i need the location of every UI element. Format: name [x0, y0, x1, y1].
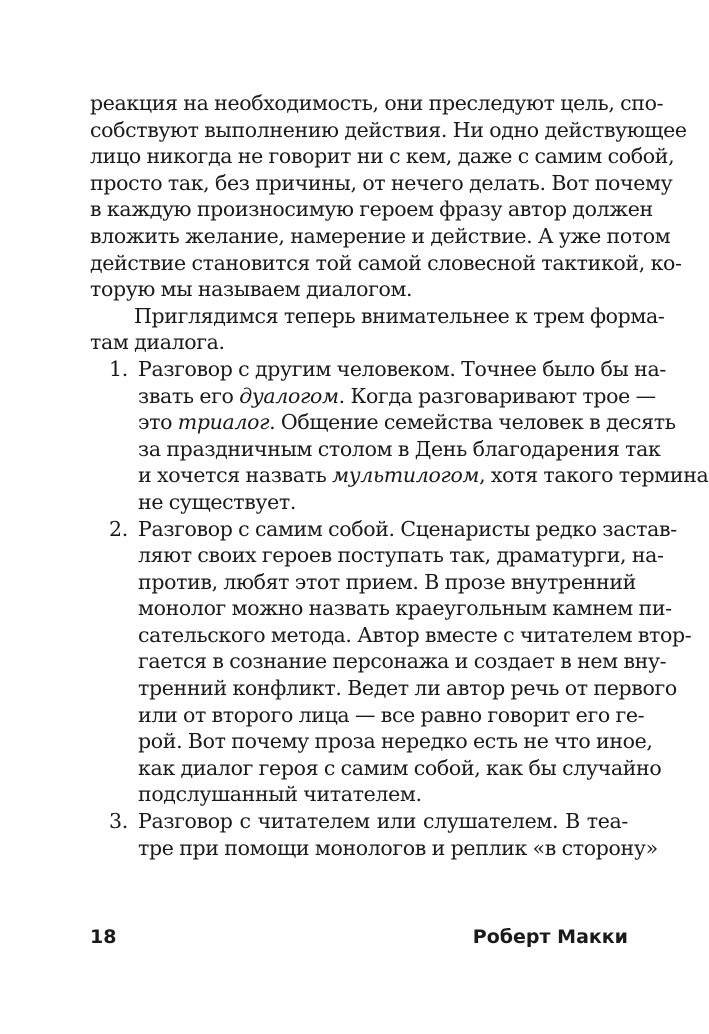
text-line: в каждую произносимую героем фразу автор должен — [90, 197, 653, 222]
text-line: ляют своих героев поступать так, драматурги, на- — [138, 543, 664, 568]
page-footer — [90, 926, 628, 952]
text-span: , хотя такого термина — [479, 463, 709, 488]
text-line — [90, 516, 677, 543]
text-span: и хочется назвать — [138, 463, 333, 488]
text-line — [90, 383, 656, 410]
text-line — [90, 462, 709, 489]
text-line: вложить желание, намерение и действие. А уже потом — [90, 223, 671, 248]
list-item-2 — [90, 516, 692, 809]
italic-term: триалог — [177, 410, 270, 435]
text-span: . Когда разговаривают трое — — [338, 383, 656, 408]
italic-term: дуалогом — [239, 383, 339, 408]
list-item-3 — [90, 808, 658, 861]
text-line: лицо никогда не говорит ни с кем, даже с самим собой, — [90, 144, 675, 169]
text-line: или от второго лица — все равно говорит его ге- — [138, 702, 645, 727]
text-line: против, любят этот прием. В прозе внутренний — [138, 569, 636, 594]
list-item-1 — [90, 356, 709, 516]
text-line: за праздничным столом в День благодарения так — [138, 436, 661, 461]
text-line — [90, 409, 676, 436]
text-line: сательского метода. Автор вместе с читателем втор- — [138, 622, 692, 647]
book-page-body — [90, 90, 709, 861]
text-span: Разговор с читателем или слушателем. В теа- — [138, 809, 628, 834]
text-line: гается в сознание персонажа и создает в нем вну- — [138, 649, 667, 674]
text-line: просто так, без причины, от нечего делать. Вот почему — [90, 170, 673, 195]
text-line: монолог можно назвать краеугольным камнем пи- — [138, 596, 672, 621]
text-span: это — [138, 410, 178, 435]
text-line: там диалога. — [90, 330, 225, 355]
list-number: 3. — [109, 809, 128, 834]
text-line: как диалог героя с самим собой, как бы случайно — [138, 755, 662, 780]
text-span: Разговор с другим человеком. Точнее было бы на- — [138, 356, 666, 381]
text-line: не существует. — [138, 489, 297, 514]
text-line — [90, 808, 628, 835]
text-span: . Общение семейства человек в десять — [269, 410, 676, 435]
italic-term: мультилогом — [332, 463, 480, 488]
page-number: 18 — [90, 926, 117, 948]
text-line: действие становится той самой словесной тактикой, ко- — [90, 250, 682, 275]
text-line: Приглядимся теперь внимательнее к трем форма- — [134, 303, 665, 328]
paragraph — [90, 303, 665, 356]
text-line: тренний конфликт. Ведет ли автор речь от первого — [138, 676, 677, 701]
list-number: 2. — [109, 516, 128, 541]
paragraph — [90, 90, 687, 303]
text-line: собствуют выполнению действия. Ни одно действующее — [90, 117, 687, 142]
text-line: торую мы называем диалогом. — [90, 277, 413, 302]
text-line: подслушанный читателем. — [138, 782, 422, 807]
text-line — [90, 356, 666, 383]
text-span: Разговор с самим собой. Сценаристы редко застав- — [138, 516, 677, 541]
text-span: звать его — [138, 383, 240, 408]
list-number: 1. — [109, 356, 128, 381]
running-head-author: Роберт Макки — [472, 926, 628, 948]
text-line: тре при помощи монологов и реплик «в сторону» — [138, 835, 658, 860]
text-line: рой. Вот почему проза нередко есть не что иное, — [138, 729, 653, 754]
text-line: реакция на необходимость, они преследуют цель, спо- — [90, 91, 664, 115]
